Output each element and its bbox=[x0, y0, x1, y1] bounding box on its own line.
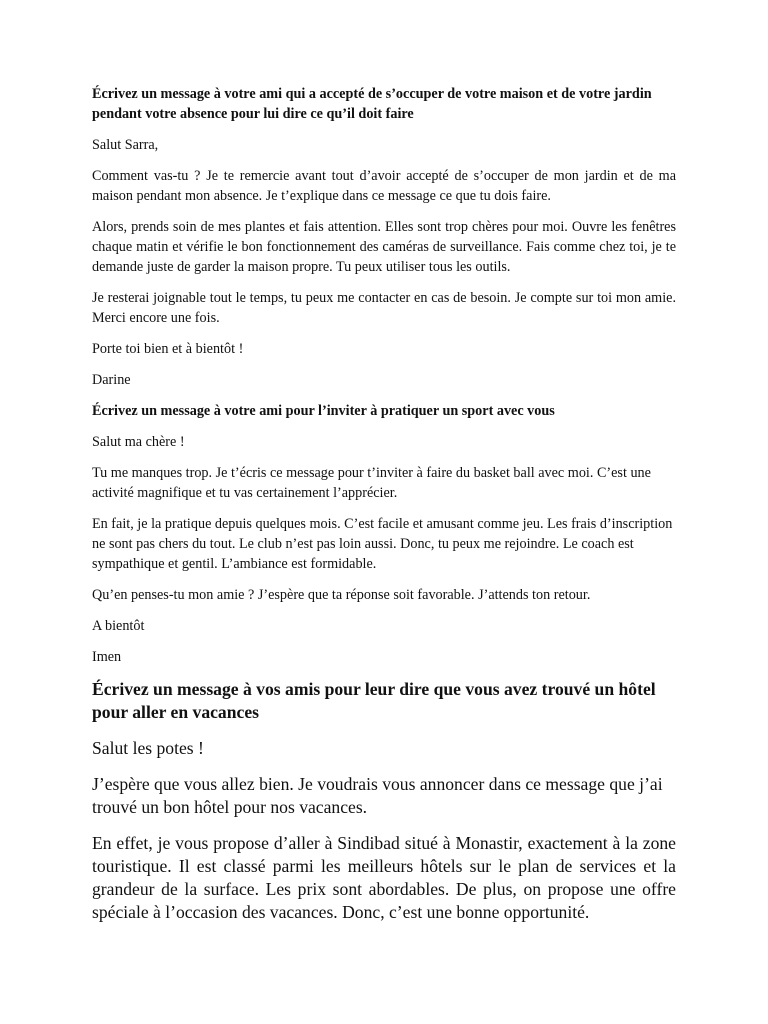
letter-paragraph: Je resterai joignable tout le temps, tu peux me contacter en cas de besoin. Je compte sur toi mon amie. Merci encore une fois. bbox=[92, 290, 676, 326]
letter-signature: Imen bbox=[92, 649, 122, 665]
letter-sport-invite bbox=[92, 401, 676, 667]
document-page bbox=[92, 84, 676, 924]
letter-paragraph: J’espère que vous allez bien. Je voudrais vous annoncer dans ce message que j’ai trouvé un bon hôtel pour nos vacances. bbox=[92, 774, 663, 817]
section-title-house-garden: Écrivez un message à votre ami qui a accepté de s’occuper de votre maison et de votre jardin pendant votre absence pour lui dire ce qu’il doit faire bbox=[92, 86, 652, 122]
letter-house-garden bbox=[92, 84, 676, 390]
letter-paragraph: Tu me manques trop. Je t’écris ce message pour t’inviter à faire du basket ball avec moi. C’est une activité magnifique et tu vas certainement l’apprécier. bbox=[92, 465, 651, 501]
letter-closing: Porte toi bien et à bientôt ! bbox=[92, 341, 244, 357]
letter-paragraph: En fait, je la pratique depuis quelques mois. C’est facile et amusant comme jeu. Les frais d’inscription ne sont pas chers du tout. Le club n’est pas loin aussi. Donc, tu peux me rejoindre. Le coach est sympathique et gentil. L’ambiance est formidable. bbox=[92, 516, 673, 572]
letter-paragraph: Alors, prends soin de mes plantes et fais attention. Elles sont trop chères pour moi. Ouvre les fenêtres chaque matin et vérifie le bon fonctionnement des caméras de surveillance. Fais comme chez toi, je te demande juste de garder la maison propre. Tu peux utiliser tous les outils. bbox=[92, 219, 676, 275]
letter-signature: Darine bbox=[92, 372, 131, 388]
letter-greeting: Salut ma chère ! bbox=[92, 434, 185, 450]
section-title-sport-invite: Écrivez un message à votre ami pour l’inviter à pratiquer un sport avec vous bbox=[92, 403, 555, 419]
letter-hotel-vacation bbox=[92, 678, 676, 924]
letter-paragraph: En effet, je vous propose d’aller à Sindibad situé à Monastir, exactement à la zone touristique. Il est classé parmi les meilleurs hôtels sur le plan de services et la grandeur de la surface. Les prix sont abordables. De plus, on propose une offre spéciale à l’occasion des vacances. Donc, c’est une bonne opportunité. bbox=[92, 833, 676, 922]
letter-greeting: Salut Sarra, bbox=[92, 137, 159, 153]
letter-paragraph: Comment vas-tu ? Je te remercie avant tout d’avoir accepté de s’occuper de mon jardin et de ma maison pendant mon absence. Je t’explique dans ce message ce que tu dois faire. bbox=[92, 168, 676, 204]
section-title-hotel-vacation: Écrivez un message à vos amis pour leur dire que vous avez trouvé un hôtel pour aller en vacances bbox=[92, 679, 656, 722]
letter-paragraph: Qu’en penses-tu mon amie ? J’espère que ta réponse soit favorable. J’attends ton retour. bbox=[92, 587, 591, 603]
letter-closing: A bientôt bbox=[92, 618, 145, 634]
letter-greeting: Salut les potes ! bbox=[92, 738, 204, 758]
